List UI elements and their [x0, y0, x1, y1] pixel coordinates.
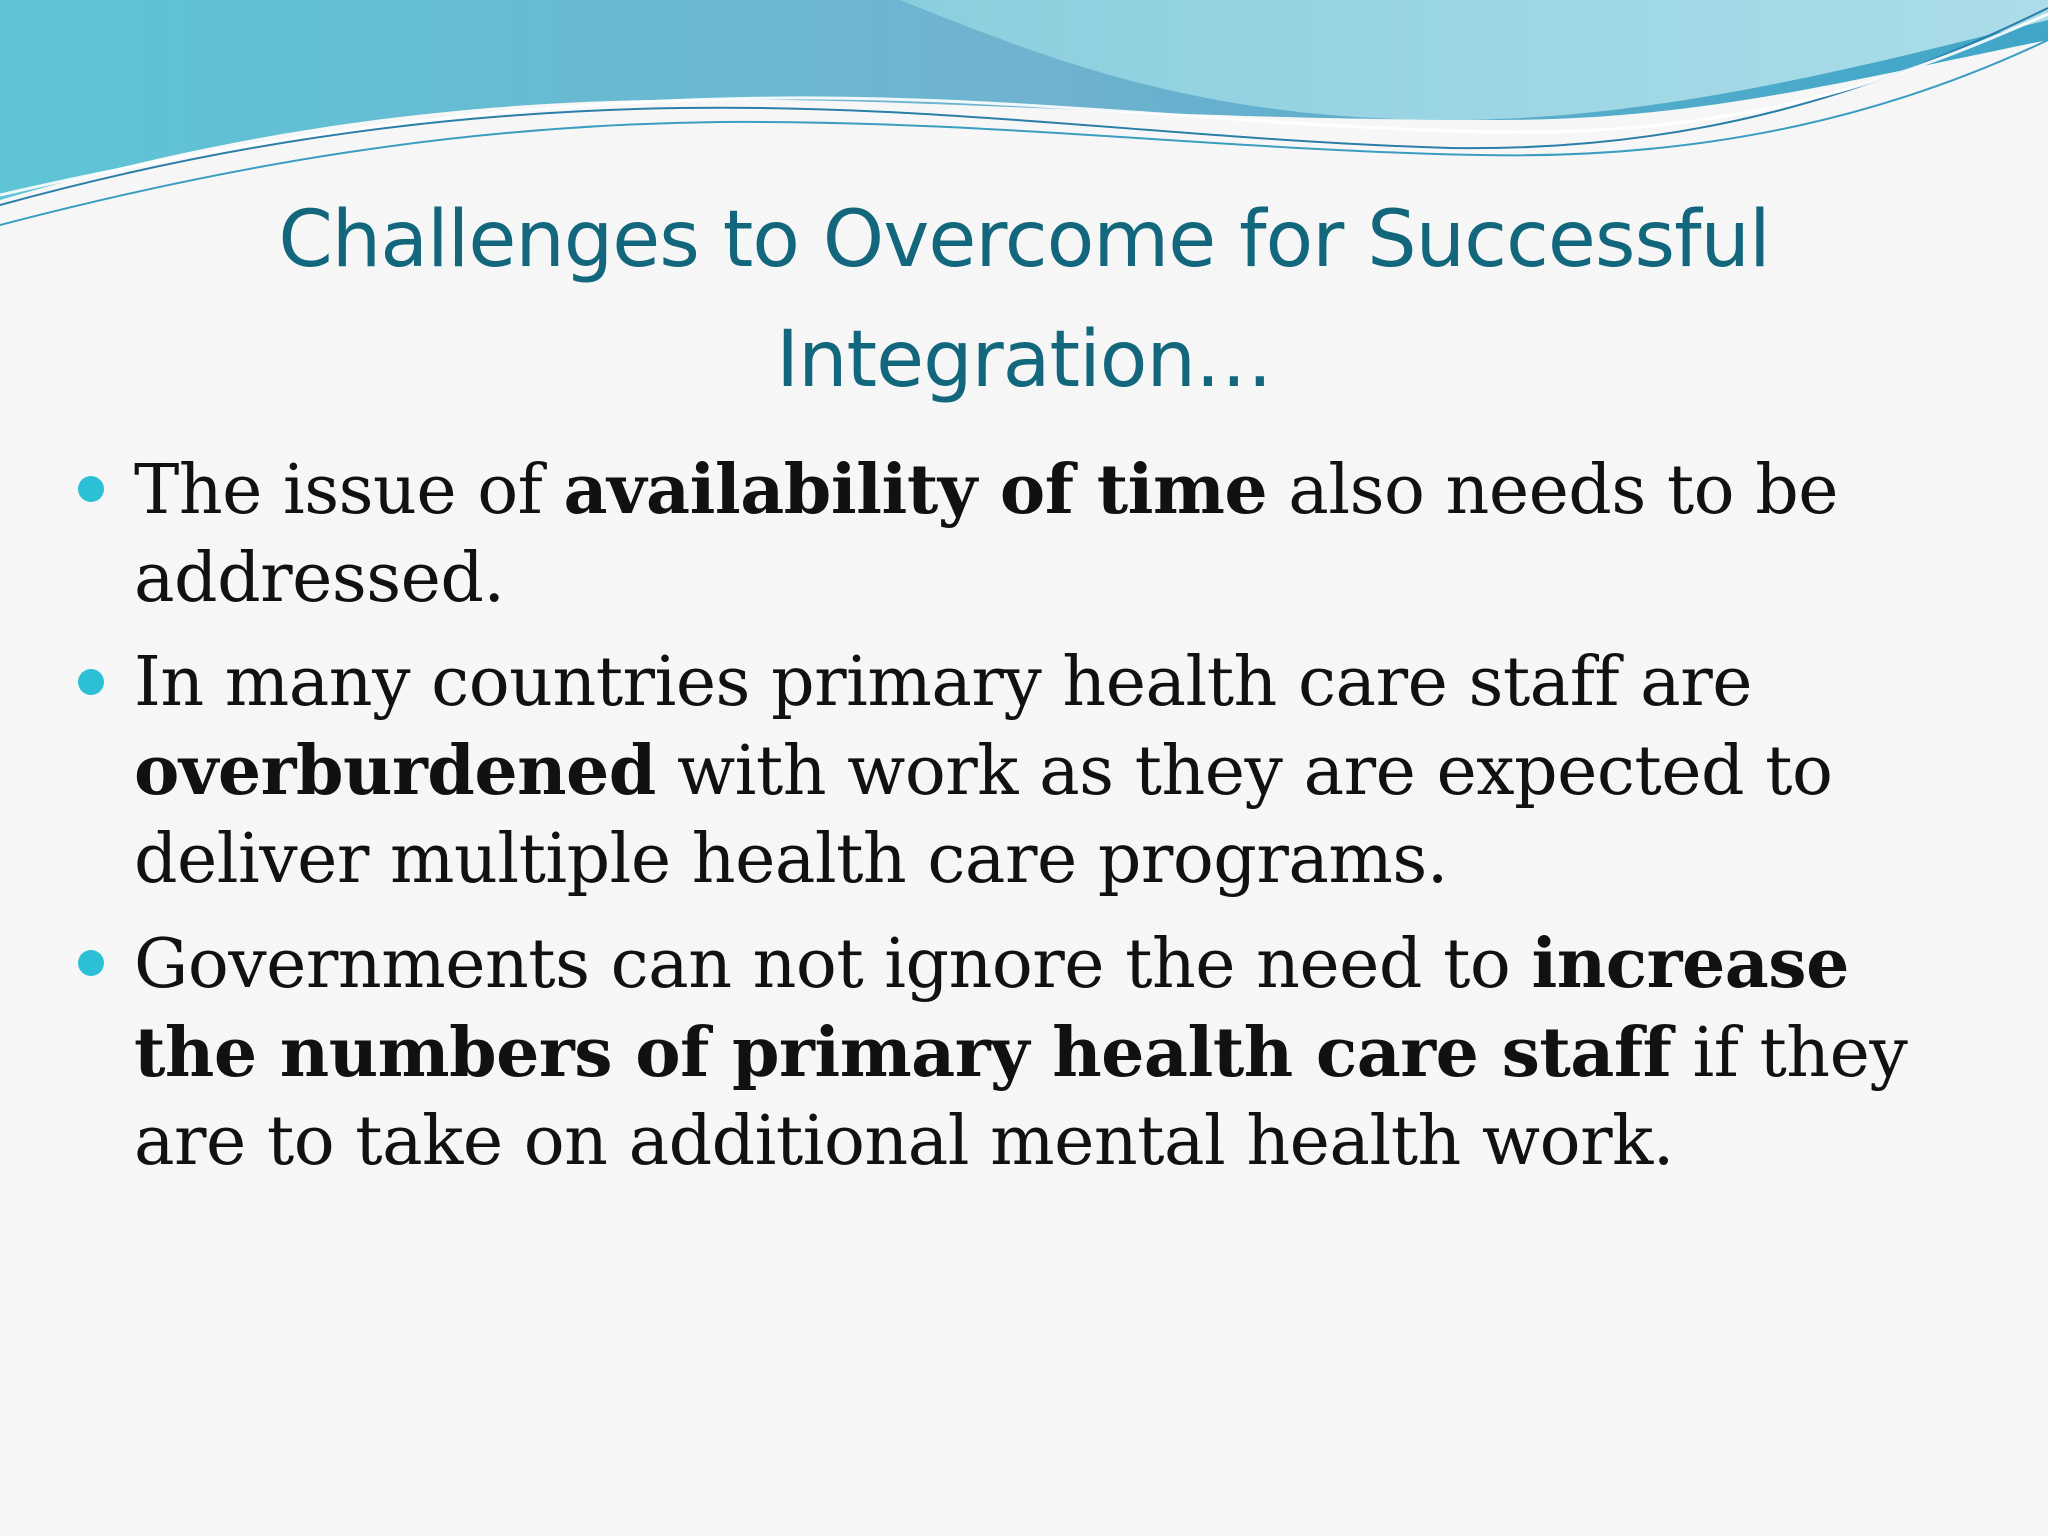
- bullet-text: also needs to be addressed.: [134, 451, 1838, 618]
- bullet-dot-icon: [78, 476, 104, 502]
- bullet-list: [70, 446, 1990, 1202]
- title-line-2: Integration…: [776, 315, 1272, 405]
- bullet-item: [70, 639, 1990, 904]
- bullet-text: The issue of: [134, 451, 564, 530]
- bullet-emphasis: overburdened: [134, 731, 656, 811]
- title-line-1: Challenges to Overcome for Successful: [278, 195, 1770, 285]
- bullet-dot-icon: [78, 950, 104, 976]
- bullet-dot-icon: [78, 669, 104, 695]
- bullet-text: if they are to take on additional mental health work.: [134, 1014, 1908, 1181]
- bullet-emphasis: availability of time: [563, 450, 1268, 530]
- bullet-text: with work as they are expected to deliver multiple health care programs.: [134, 732, 1833, 899]
- bullet-text: Governments can not ignore the need to: [134, 925, 1532, 1004]
- bullet-text: In many countries primary health care staff are: [134, 643, 1752, 722]
- bullet-emphasis: increase the numbers of primary health care staff: [134, 924, 1849, 1093]
- bullet-item: [70, 446, 1990, 623]
- slide-title: [150, 180, 1898, 420]
- bullet-item: [70, 920, 1990, 1186]
